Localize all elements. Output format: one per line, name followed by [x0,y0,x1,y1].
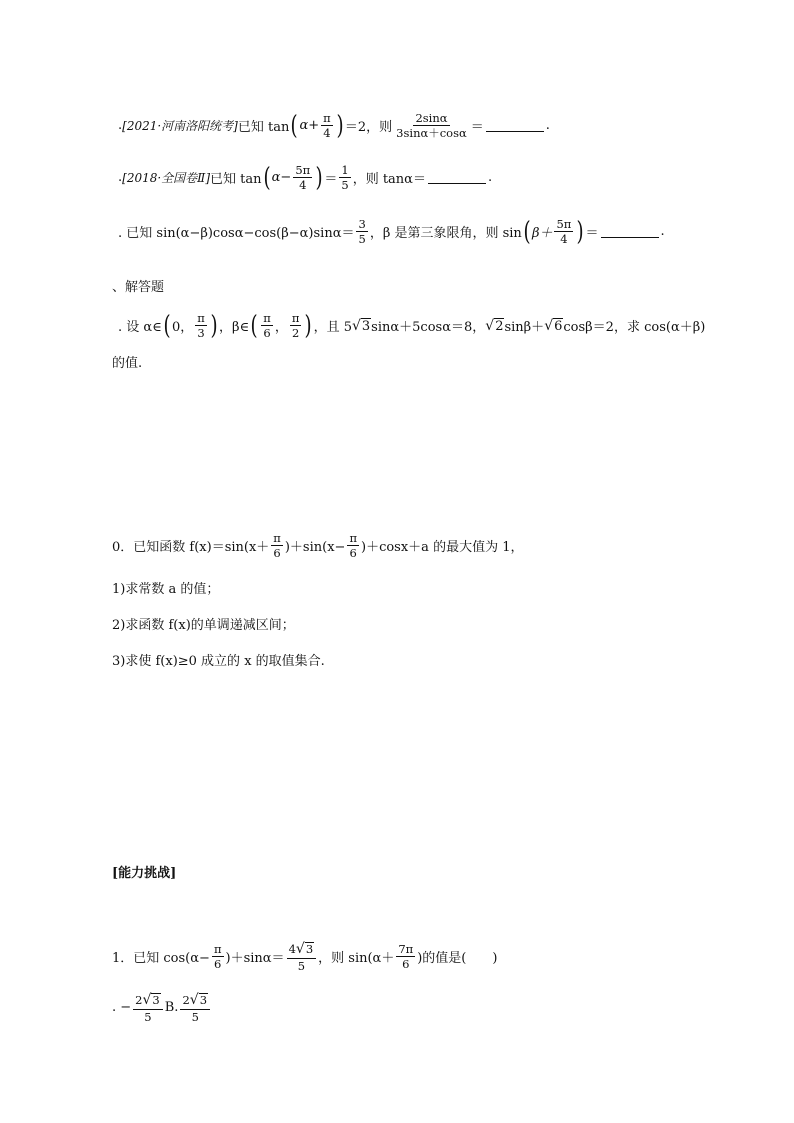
sqrt [544,318,563,334]
radicand: 6 [554,318,563,334]
q5-sub3: 3)求使 f(x)≥0 成立的 x 的取值集合. [112,654,325,669]
q2-alpha: α− [271,170,292,186]
left-paren: ( [290,110,298,141]
q3-eq: ＝ [585,226,599,242]
q5-text2: )＋sin(x− [284,540,346,556]
numerator: 5π [295,163,311,177]
denominator: 6 [214,957,222,972]
fraction [339,164,350,191]
denominator: 5 [297,958,306,973]
numerator: π [273,531,281,545]
q2-eq: ＝ [324,172,338,188]
numerator: π [213,942,222,957]
q4-text4: sinα＋5cosα＝8， [371,320,486,336]
numerator: π [349,531,357,545]
numerator: 3 [358,217,366,231]
left-paren: ( [523,216,531,247]
numerator: 5π [556,217,572,231]
numerator: 1 [341,163,349,177]
q5-sub2: 2)求函数 f(x)的单调递减区间； [112,618,295,633]
fraction [347,532,359,559]
numerator [180,993,210,1010]
radical-sign: √ [544,317,554,334]
left-paren: ( [250,310,258,341]
denominator: 5 [341,178,349,193]
fraction [293,164,312,191]
right-paren: ) [576,216,584,247]
option-b-fraction[interactable] [180,993,210,1023]
q1-lead: . [118,118,123,134]
coef: 2 [135,993,143,1007]
numerator [133,993,163,1010]
sqrt [485,318,504,334]
q2-rest: ，则 tanα＝ [352,172,426,188]
question-5 [112,532,523,559]
question-5-sub2 [112,614,295,633]
q6-text1: 1．已知 cos(α− [112,951,210,967]
fraction [195,312,207,339]
answer-blank[interactable] [428,171,486,184]
question-6-options [112,993,212,1023]
q6-text3: ，则 sin(α＋ [318,951,395,967]
question-2 [118,164,492,191]
radicand: 3 [199,993,208,1007]
ability-label: [能力挑战] [112,866,177,881]
q2-lead: . [118,170,123,186]
numerator [287,942,317,959]
left-paren: ( [163,310,171,341]
q1-eq: ＝2，则 [344,120,393,136]
radicand: 3 [305,942,314,956]
question-3 [118,218,665,245]
q4-text5: sinβ＋ [504,320,545,336]
fraction [394,112,469,139]
q3-end: . [660,224,665,240]
denominator: 5 [144,1009,152,1024]
fraction [271,532,283,559]
radical-sign: √ [351,317,361,334]
denominator: 6 [263,326,271,341]
q3-text2: ，β 是第三象限角，则 sin [369,226,522,242]
denominator: 3sinα＋cosα [396,126,467,141]
fraction [321,112,333,139]
q1-text: 已知 tan [237,120,290,136]
q3-text1: . 已知 sin(α−β)cosα−cos(β−α)sinα＝ [118,226,355,242]
radicand: 2 [495,318,504,334]
q6-text4: )的值是( ) [417,951,498,967]
fraction [396,943,415,970]
denominator: 4 [560,232,568,247]
radical-sign: √ [295,941,305,957]
answer-blank[interactable] [601,225,659,238]
q4-text6: cosβ＝2，求 cos(α＋β) [563,320,706,336]
denominator: 5 [358,232,366,247]
q1-end: . [545,118,550,134]
fraction [554,218,573,245]
numerator: 7π [398,942,414,957]
q4-comma: ， [274,320,288,336]
denominator: 5 [191,1009,199,1024]
q4-line2: 的值. [112,356,143,371]
q2-text: 已知 tan [210,172,262,188]
question-6 [112,942,497,972]
denominator: 6 [402,957,410,972]
ability-heading [112,862,176,881]
q4-text3: ，且 5 [313,320,352,336]
fraction [287,942,317,972]
option-a-lead: . − [112,1000,132,1016]
q1-alpha: α+ [299,118,320,134]
question-5-sub3 [112,650,325,669]
q2-source: [2018·全国卷Ⅱ] [122,171,211,186]
answer-blank[interactable] [486,119,544,132]
radicand: 3 [152,993,160,1007]
q1-eq2: ＝ [470,120,484,136]
right-paren: ) [304,310,313,341]
radical-sign: √ [485,317,495,334]
q5-sub1: 1)求常数 a 的值； [112,582,220,597]
q3-beta: β＋ [531,226,553,242]
numerator: π [323,111,331,125]
sqrt [143,993,161,1008]
q2-end: . [487,170,493,186]
right-paren: ) [315,162,323,193]
option-a-fraction[interactable] [133,993,163,1023]
numerator: 2sinα [415,111,448,125]
q4-text1: . 设 α∈ [118,320,162,336]
fraction [261,312,273,339]
denominator: 3 [197,326,205,341]
denominator: 6 [273,546,281,561]
right-paren: ) [210,310,218,341]
q6-text2: )＋sinα＝ [225,951,285,967]
question-4 [118,312,705,339]
coef: 2 [182,993,190,1007]
section-heading [112,276,164,295]
q4-text2: ，β∈ [218,320,250,336]
fraction [356,218,367,245]
q4-zero: 0， [171,320,194,336]
sqrt [190,993,208,1008]
radical-sign: √ [189,992,199,1008]
radicand: 3 [361,318,371,334]
fraction [212,943,224,970]
left-paren: ( [263,162,271,193]
denominator: 4 [323,126,331,141]
sqrt [352,318,371,334]
numerator: π [291,311,300,325]
fraction [290,312,302,339]
numerator: π [263,311,271,325]
numerator: π [197,311,205,325]
q5-text3: )＋cosx＋a 的最大值为 1， [361,540,524,556]
q5-text1: 0．已知函数 f(x)＝sin(x＋ [112,540,270,556]
sqrt [296,942,314,957]
radical-sign: √ [142,992,152,1008]
question-5-sub1 [112,578,219,597]
denominator: 2 [291,326,300,341]
section-label: 、解答题 [112,280,165,295]
option-b-label[interactable]: B. [164,1000,179,1016]
denominator: 4 [299,178,307,193]
question-1 [118,112,550,139]
right-paren: ) [336,110,344,141]
question-4-line2 [112,352,142,371]
denominator: 6 [349,546,357,561]
coef: 4 [288,942,296,956]
q1-source: [2021·河南洛阳统考] [122,119,238,134]
